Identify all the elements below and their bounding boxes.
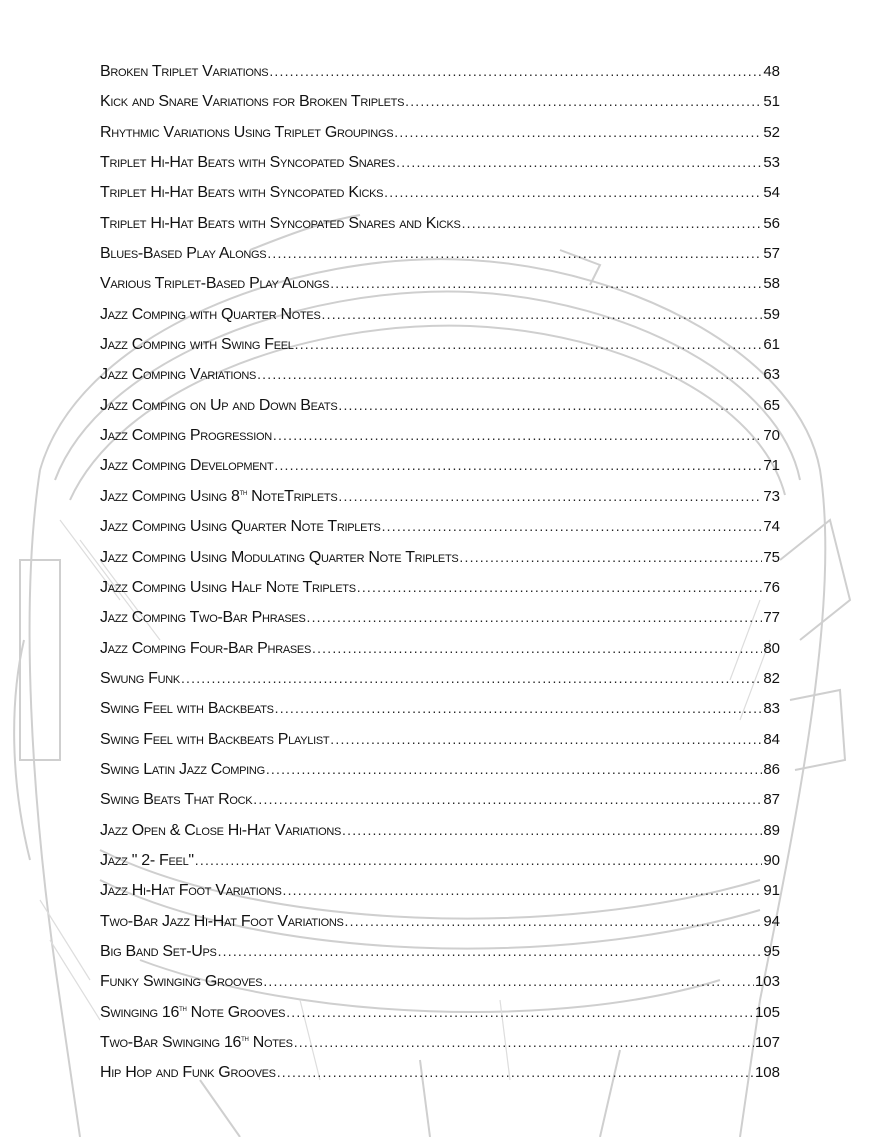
toc-dot-leader: [345, 906, 763, 936]
toc-entry[interactable]: [100, 177, 780, 207]
toc-entry-title: Kick and Snare Variations for Broken Triplets: [100, 93, 405, 111]
toc-entry-page: 70: [763, 427, 780, 445]
toc-entry-title: Jazz Comping Development: [100, 457, 274, 475]
toc-entry-title: Swing Feel with Backbeats Playlist: [100, 730, 330, 748]
toc-entry[interactable]: [100, 815, 780, 845]
toc-entry-page: 52: [763, 123, 780, 141]
toc-entry-title: Blues-Based Play Alongs: [100, 245, 267, 263]
toc-entry-title: Jazz Hi-Hat Foot Variations: [100, 882, 282, 900]
toc-entry-title: Jazz Comping Variations: [100, 366, 257, 384]
toc-dot-leader: [338, 390, 762, 420]
toc-entry-title: Triplet Hi-Hat Beats with Syncopated Snares and Kicks: [100, 214, 461, 232]
toc-entry-title: Jazz Comping Four-Bar Phrases: [100, 639, 311, 657]
toc-entry-page: 94: [763, 912, 780, 930]
toc-dot-leader: [396, 147, 762, 177]
toc-entry[interactable]: [100, 693, 780, 723]
toc-entry[interactable]: [100, 784, 780, 814]
toc-entry-title: Two-Bar Swinging 16th Notes: [100, 1033, 293, 1051]
toc-dot-leader: [273, 420, 762, 450]
toc-dot-leader: [267, 238, 762, 268]
toc-entry-title: Jazz Open & Close Hi-Hat Variations: [100, 821, 342, 839]
toc-dot-leader: [274, 450, 762, 480]
toc-entry-page: 95: [763, 942, 780, 960]
toc-entry[interactable]: [100, 117, 780, 147]
toc-entry-title: Jazz Comping with Quarter Notes: [100, 305, 321, 323]
toc-entry-title: Rhythmic Variations Using Triplet Groupings: [100, 123, 394, 141]
toc-dot-leader: [181, 663, 762, 693]
toc-entry-title: Swung Funk: [100, 669, 180, 687]
toc-entry-page: 71: [763, 457, 780, 475]
toc-entry[interactable]: [100, 208, 780, 238]
toc-entry-page: 74: [763, 518, 780, 536]
toc-entry-page: 65: [763, 396, 780, 414]
toc-entry-page: 53: [763, 154, 780, 172]
toc-entry[interactable]: [100, 86, 780, 116]
toc-entry-title: Jazz Comping Using Quarter Note Triplets: [100, 518, 381, 536]
toc-dot-leader: [295, 329, 763, 359]
toc-entry[interactable]: [100, 724, 780, 754]
toc-entry[interactable]: [100, 663, 780, 693]
toc-entry-title: Big Band Set-Ups: [100, 942, 217, 960]
toc-dot-leader: [384, 177, 762, 207]
toc-entry[interactable]: [100, 481, 780, 511]
toc-dot-leader: [263, 966, 754, 996]
toc-dot-leader: [462, 208, 763, 238]
toc-dot-leader: [275, 693, 763, 723]
toc-entry-title: Jazz Comping Progression: [100, 427, 272, 445]
superscript: th: [179, 1002, 187, 1013]
toc-entry[interactable]: [100, 602, 780, 632]
toc-entry[interactable]: [100, 329, 780, 359]
toc-entry-page: 91: [763, 882, 780, 900]
toc-dot-leader: [459, 542, 762, 572]
toc-dot-leader: [357, 572, 763, 602]
toc-dot-leader: [294, 1027, 754, 1057]
toc-entry[interactable]: [100, 845, 780, 875]
toc-entry[interactable]: [100, 359, 780, 389]
toc-dot-leader: [218, 936, 763, 966]
toc-dot-leader: [253, 784, 762, 814]
toc-entry-title: Jazz Comping with Swing Feel: [100, 336, 294, 354]
toc-entry[interactable]: [100, 56, 780, 86]
toc-entry-title: Jazz Comping Using Half Note Triplets: [100, 578, 356, 596]
toc-entry[interactable]: [100, 238, 780, 268]
toc-entry-page: 107: [754, 1034, 780, 1051]
toc-entry-title: Swinging 16th Note Grooves: [100, 1002, 286, 1021]
toc-entry-page: 82: [763, 669, 780, 687]
toc-dot-leader: [266, 754, 762, 784]
toc-dot-leader: [269, 56, 762, 86]
toc-dot-leader: [307, 602, 763, 632]
toc-entry-page: 105: [754, 1003, 780, 1021]
toc-dot-leader: [342, 815, 762, 845]
toc-entry-page: 54: [763, 184, 780, 202]
toc-entry-title: Triplet Hi-Hat Beats with Syncopated Snares: [100, 154, 396, 172]
toc-entry-title: Swing Latin Jazz Comping: [100, 760, 265, 778]
table-of-contents: [100, 56, 780, 1088]
toc-entry[interactable]: [100, 542, 780, 572]
toc-entry-title: Jazz Comping Two-Bar Phrases: [100, 609, 306, 627]
toc-entry-page: 86: [763, 760, 780, 778]
toc-entry[interactable]: [100, 754, 780, 784]
toc-entry-title: Jazz Comping on Up and Down Beats: [100, 396, 338, 414]
toc-entry-page: 80: [763, 639, 780, 657]
toc-entry-title: Swing Feel with Backbeats: [100, 700, 274, 718]
superscript: th: [239, 486, 248, 497]
toc-dot-leader: [277, 1057, 754, 1087]
toc-entry[interactable]: [100, 390, 780, 420]
toc-dot-leader: [257, 359, 762, 389]
toc-entry-title: Two-Bar Jazz Hi-Hat Foot Variations: [100, 912, 344, 930]
toc-entry[interactable]: [100, 875, 780, 905]
toc-entry[interactable]: [100, 1027, 780, 1057]
toc-entry-page: 87: [763, 791, 780, 809]
toc-entry-page: 75: [763, 548, 780, 566]
toc-entry-title: Funky Swinging Grooves: [100, 973, 263, 991]
toc-entry[interactable]: [100, 450, 780, 480]
toc-entry-page: 61: [763, 336, 780, 354]
toc-entry[interactable]: [100, 299, 780, 329]
toc-entry[interactable]: [100, 1057, 780, 1087]
toc-entry[interactable]: [100, 633, 780, 663]
toc-entry-page: 51: [763, 93, 780, 111]
toc-entry-page: 56: [763, 214, 780, 232]
toc-entry-page: 108: [754, 1064, 780, 1082]
toc-entry[interactable]: [100, 511, 780, 541]
toc-entry-page: 58: [763, 275, 780, 293]
toc-dot-leader: [338, 481, 762, 511]
toc-entry-title: Jazz " 2- Feel": [100, 851, 194, 869]
toc-entry[interactable]: [100, 572, 780, 602]
toc-entry-title: Swing Beats That Rock: [100, 791, 253, 809]
toc-entry-title: Various Triplet-Based Play Alongs: [100, 275, 330, 293]
toc-entry-page: 48: [763, 63, 780, 80]
toc-entry-page: 84: [763, 730, 780, 748]
toc-entry-title: Jazz Comping Using Modulating Quarter Note Triplets: [100, 548, 459, 566]
toc-entry-title: Jazz Comping Using 8th NoteTriplets: [100, 486, 338, 505]
toc-entry-title: Broken Triplet Variations: [100, 63, 269, 80]
toc-entry-page: 77: [763, 609, 780, 627]
toc-entry-page: 90: [763, 851, 780, 869]
toc-entry[interactable]: [100, 420, 780, 450]
toc-dot-leader: [283, 875, 763, 905]
toc-entry-page: 59: [763, 305, 780, 323]
toc-dot-leader: [330, 268, 762, 298]
toc-entry[interactable]: [100, 268, 780, 298]
superscript: th: [241, 1033, 249, 1043]
toc-dot-leader: [312, 633, 762, 663]
toc-entry-page: 89: [763, 821, 780, 839]
toc-dot-leader: [322, 299, 763, 329]
toc-dot-leader: [405, 86, 762, 116]
toc-entry-page: 57: [763, 245, 780, 263]
toc-entry[interactable]: [100, 936, 780, 966]
toc-entry-page: 63: [763, 366, 780, 384]
toc-entry[interactable]: [100, 997, 780, 1027]
toc-entry[interactable]: [100, 966, 780, 996]
toc-dot-leader: [286, 997, 754, 1027]
toc-entry-title: Triplet Hi-Hat Beats with Syncopated Kicks: [100, 184, 384, 202]
toc-entry-title: Hip Hop and Funk Grooves: [100, 1064, 276, 1082]
toc-entry[interactable]: [100, 147, 780, 177]
toc-dot-leader: [330, 724, 762, 754]
toc-dot-leader: [382, 511, 763, 541]
toc-entry[interactable]: [100, 906, 780, 936]
toc-entry-page: 76: [763, 578, 780, 596]
toc-dot-leader: [195, 845, 763, 875]
toc-entry-page: 83: [763, 700, 780, 718]
toc-entry-page: 103: [754, 973, 780, 991]
toc-dot-leader: [394, 117, 762, 147]
toc-entry-page: 73: [763, 487, 780, 505]
